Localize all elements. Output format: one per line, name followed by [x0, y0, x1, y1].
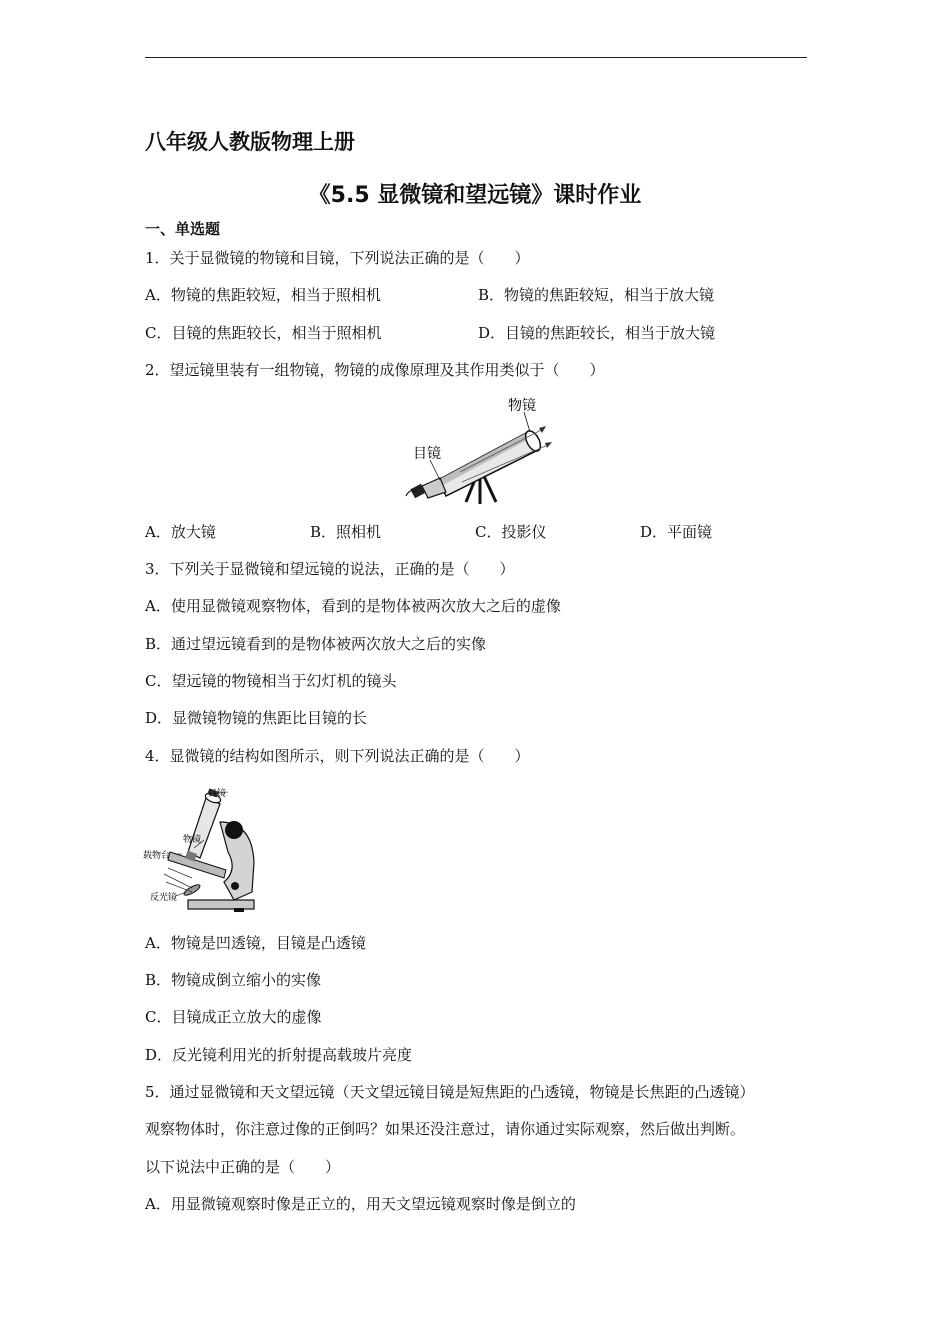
- q4-option-c: C．目镜成正立放大的虚像: [145, 1008, 322, 1026]
- doc-subtitle: 《5.5 显微镜和望远镜》课时作业: [308, 183, 642, 208]
- q3-option-b: B．通过望远镜看到的是物体被两次放大之后的实像: [145, 635, 487, 653]
- q4-option-b: B．物镜成倒立缩小的实像: [145, 971, 322, 989]
- microscope-label-stage: 载物台: [143, 851, 171, 861]
- q4-stem: 4．显微镜的结构如图所示，则下列说法正确的是（ ）: [145, 747, 530, 765]
- q2-option-c: C．投影仪: [475, 523, 547, 541]
- q2-stem: 2．望远镜里装有一组物镜，物镜的成像原理及其作用类似于（ ）: [145, 361, 605, 379]
- microscope-illustration: [142, 782, 260, 914]
- q1-option-a: A．物镜的焦距较短，相当于照相机: [145, 286, 381, 304]
- telescope-label-eyepiece: 目镜: [413, 446, 441, 462]
- q1-option-d: D．目镜的焦距较长，相当于放大镜: [478, 324, 716, 342]
- q4-option-d: D．反光镜利用光的折射提高载玻片亮度: [145, 1046, 413, 1064]
- q1-option-b: B．物镜的焦距较短，相当于放大镜: [478, 286, 715, 304]
- q3-stem: 3．下列关于显微镜和望远镜的说法，正确的是（ ）: [145, 560, 515, 578]
- telescope-illustration: [400, 392, 560, 508]
- q5-stem-line2: 观察物体时，你注意过像的正倒吗？如果还没注意过，请你通过实际观察，然后做出判断。: [145, 1120, 746, 1138]
- q1-option-c: C．目镜的焦距较长，相当于照相机: [145, 324, 382, 342]
- q2-option-b: B．照相机: [310, 523, 382, 541]
- q3-option-d: D．显微镜物镜的焦距比目镜的长: [145, 709, 368, 727]
- q4-option-a: A．物镜是凹透镜，目镜是凸透镜: [145, 934, 366, 952]
- microscope-label-objective: 物镜: [183, 835, 202, 845]
- q2-option-a: A．放大镜: [145, 523, 216, 541]
- microscope-label-eyepiece: 目镜: [208, 789, 227, 799]
- telescope-figure: [400, 392, 560, 508]
- telescope-label-objective: 物镜: [508, 398, 536, 414]
- section-heading: 一、单选题: [145, 220, 221, 238]
- microscope-label-mirror: 反光镜: [150, 893, 178, 903]
- header-rule: [145, 57, 807, 58]
- q1-stem: 1．关于显微镜的物镜和目镜，下列说法正确的是（ ）: [145, 249, 530, 267]
- doc-title: 八年级人教版物理上册: [145, 130, 355, 154]
- q5-stem-line3: 以下说法中正确的是（ ）: [145, 1158, 341, 1176]
- q3-option-a: A．使用显微镜观察物体，看到的是物体被两次放大之后的虚像: [145, 597, 561, 615]
- q5-stem-line1: 5．通过显微镜和天文望远镜（天文望远镜目镜是短焦距的凸透镜，物镜是长焦距的凸透镜）: [145, 1083, 755, 1101]
- q2-option-d: D．平面镜: [640, 523, 713, 541]
- q3-option-c: C．望远镜的物镜相当于幻灯机的镜头: [145, 672, 397, 690]
- q5-option-a: A．用显微镜观察时像是正立的，用天文望远镜观察时像是倒立的: [145, 1195, 576, 1213]
- microscope-figure: [142, 782, 260, 914]
